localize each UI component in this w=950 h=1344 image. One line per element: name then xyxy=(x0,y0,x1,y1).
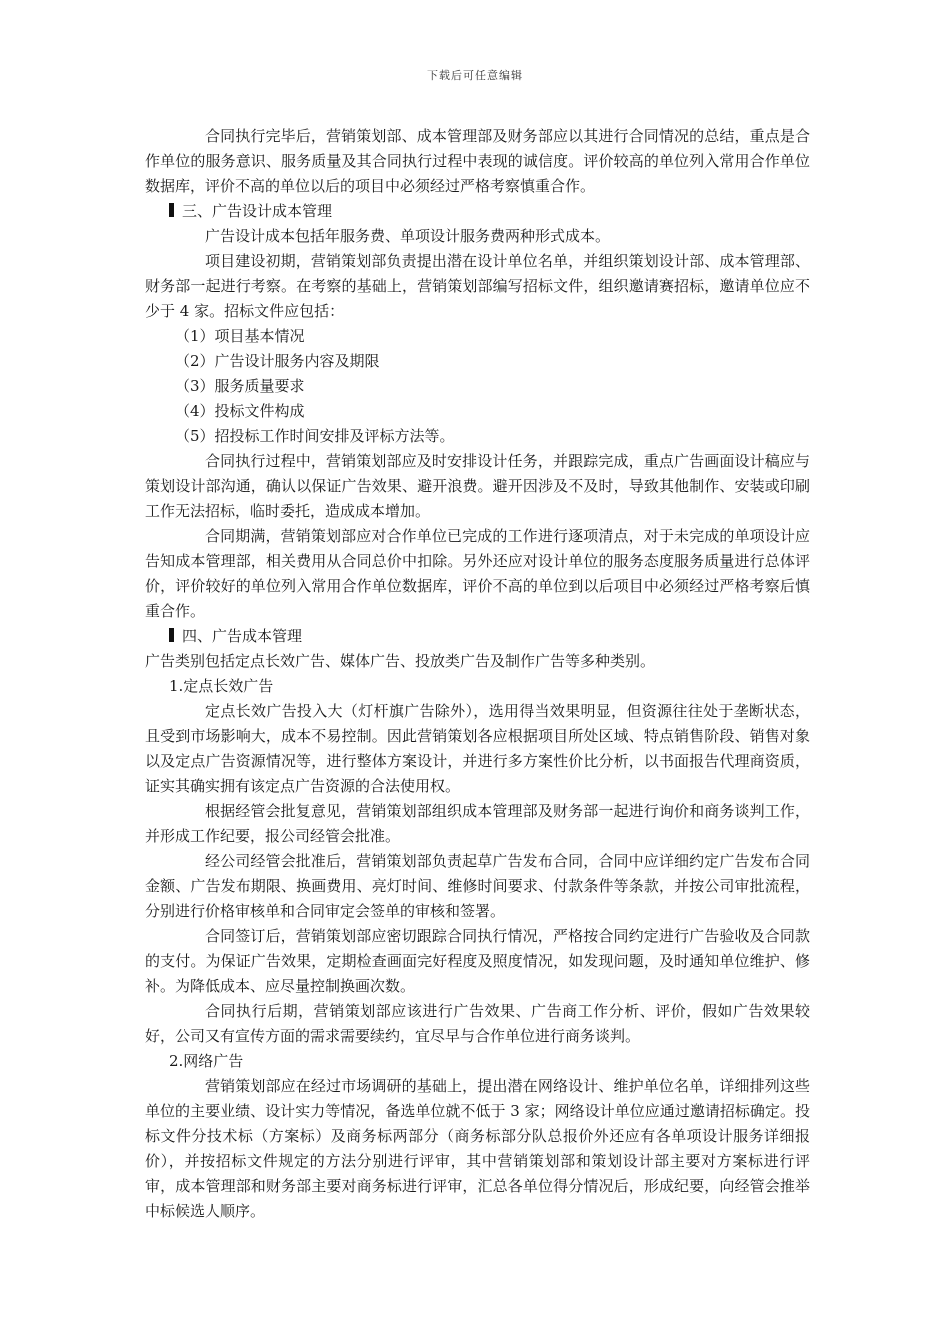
section-heading-text: 四、广告成本管理 xyxy=(182,627,303,645)
list-item: （5）招投标工作时间安排及评标方法等。 xyxy=(175,427,455,445)
paragraph: 广告类别包括定点长效广告、媒体广告、投放类广告及制作广告等多种类别。 xyxy=(145,652,656,670)
document-body xyxy=(145,124,810,1224)
bullet-marker-icon xyxy=(169,628,174,642)
page-header: 下载后可任意编辑 xyxy=(427,69,523,82)
subsection-heading: 2.网络广告 xyxy=(169,1052,244,1070)
paragraph: 经公司经管会批准后，营销策划部负责起草广告发布合同，合同中应详细约定广告发布合同金额、广告发布期限、换画费用、亮灯时间、维修时间要求、付款条件等条款，并按公司审批流程，分别进行价格审核单和合同审定会签单的审核和签署。 xyxy=(145,852,810,920)
section-heading xyxy=(145,199,810,224)
bullet-marker-icon xyxy=(169,203,174,217)
paragraph: 根据经管会批复意见，营销策划部组织成本管理部及财务部一起进行询价和商务谈判工作，并形成工作纪要，报公司经管会批准。 xyxy=(145,802,810,845)
paragraph: 广告设计成本包括年服务费、单项设计服务费两种形式成本。 xyxy=(205,227,611,245)
paragraph: 合同执行过程中，营销策划部应及时安排设计任务，并跟踪完成，重点广告画面设计稿应与策划设计部沟通，确认以保证广告效果、避开浪费。避开因涉及不及时，导致其他制作、安装或印刷工作无法招标，临时委托，造成成本增加。 xyxy=(145,452,810,520)
paragraph: 合同执行后期，营销策划部应该进行广告效果、广告商工作分析、评价，假如广告效果较好，公司又有宣传方面的需求需要续约，宜尽早与合作单位进行商务谈判。 xyxy=(145,1002,810,1045)
paragraph: 合同签订后，营销策划部应密切跟踪合同执行情况，严格按合同约定进行广告验收及合同款的支付。为保证广告效果，定期检查画面完好程度及照度情况，如发现问题，及时通知单位维护、修补。为降低成本、应尽量控制换画次数。 xyxy=(145,927,810,995)
list-item: （3）服务质量要求 xyxy=(175,377,305,395)
section-heading-text: 三、广告设计成本管理 xyxy=(182,202,333,220)
list-item: （1）项目基本情况 xyxy=(175,327,305,345)
paragraph: 营销策划部应在经过市场调研的基础上，提出潜在网络设计、维护单位名单，详细排列这些单位的主要业绩、设计实力等情况，备选单位就不低于 3 家；网络设计单位应通过邀请招标确定。投标文件分技术标（方案标）及商务标两部分（商务标部分队总报价外还应有各单项设计服务详细报价），并按招标文件规定的方法分别进行评审，其中营销策划部和策划设计部主要对方案标进行评审，成本管理部和财务部主要对商务标进行评审，汇总各单位得分情况后，形成纪要，向经管会推举中标候选人顺序。 xyxy=(145,1077,810,1220)
list-item: （4）投标文件构成 xyxy=(175,402,305,420)
paragraph: 项目建设初期，营销策划部负责提出潜在设计单位名单，并组织策划设计部、成本管理部、财务部一起进行考察。在考察的基础上，营销策划部编写招标文件，组织邀请赛招标，邀请单位应不少于 4 家。招标文件应包括： xyxy=(145,252,810,320)
paragraph: 定点长效广告投入大（灯杆旗广告除外），选用得当效果明显，但资源往往处于垄断状态，且受到市场影响大，成本不易控制。因此营销策划各应根据项目所处区域、特点销售阶段、销售对象以及定点广告资源情况等，进行整体方案设计，并进行多方案性价比分析，以书面报告代理商资质，证实其确实拥有该定点广告资源的合法使用权。 xyxy=(145,702,810,795)
list-item: （2）广告设计服务内容及期限 xyxy=(175,352,380,370)
section-heading xyxy=(145,624,810,649)
subsection-heading: 1.定点长效广告 xyxy=(169,677,274,695)
paragraph: 合同执行完毕后，营销策划部、成本管理部及财务部应以其进行合同情况的总结，重点是合作单位的服务意识、服务质量及其合同执行过程中表现的诚信度。评价较高的单位列入常用合作单位数据库，评价不高的单位以后的项目中必须经过严格考察慎重合作。 xyxy=(145,127,810,195)
paragraph: 合同期满，营销策划部应对合作单位已完成的工作进行逐项清点，对于未完成的单项设计应告知成本管理部，相关费用从合同总价中扣除。另外还应对设计单位的服务态度服务质量进行总体评价，评价较好的单位列入常用合作单位数据库，评价不高的单位到以后项目中必须经过严格考察后慎重合作。 xyxy=(145,527,810,620)
